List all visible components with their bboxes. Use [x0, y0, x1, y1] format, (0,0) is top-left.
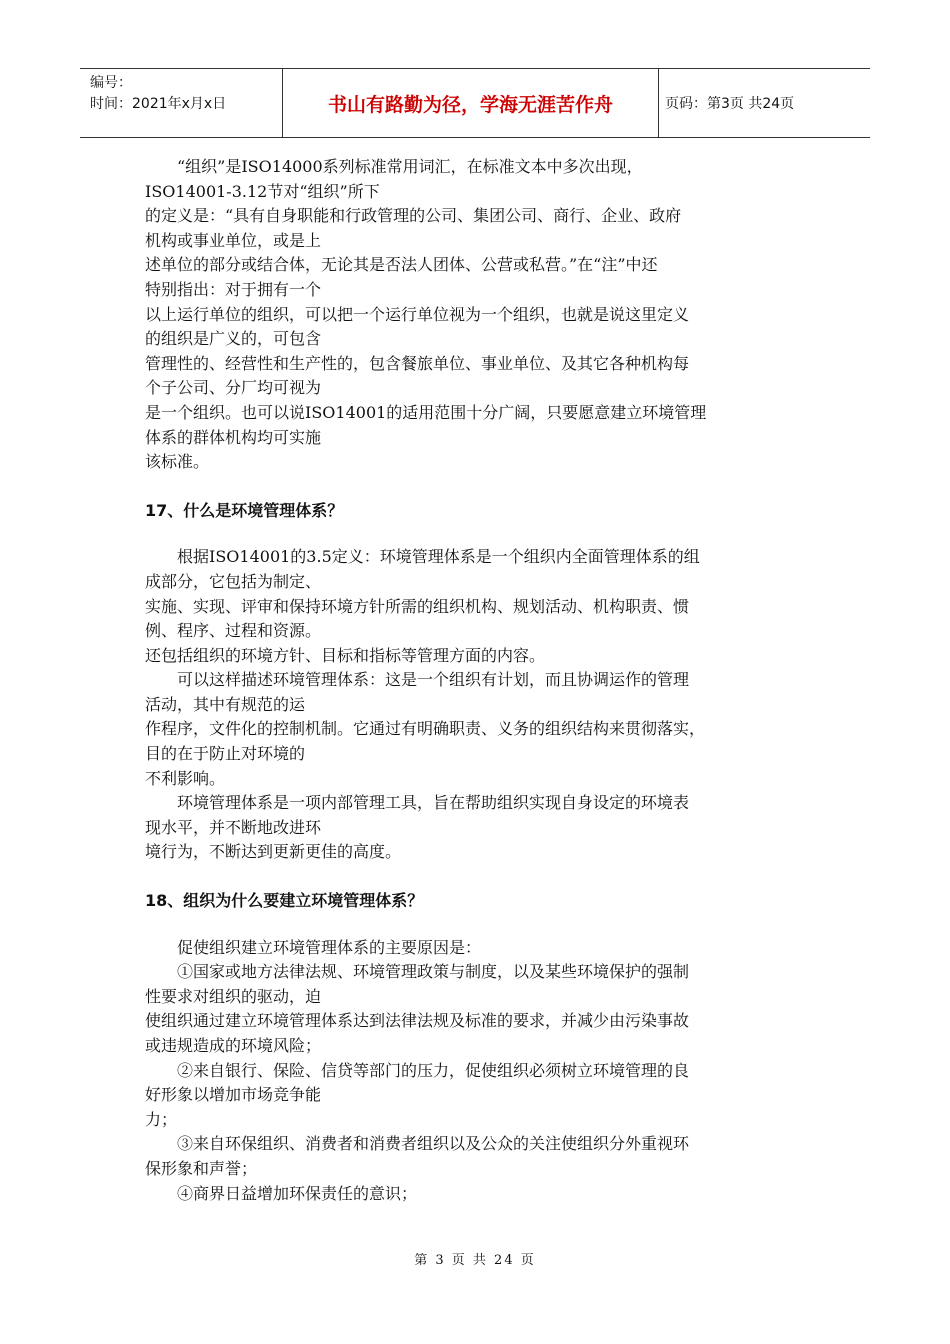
body-line: ③来自环保组织、消费者和消费者组织以及公众的关注使组织分外重视环 — [177, 1134, 690, 1154]
page-header — [80, 68, 870, 138]
document-body — [145, 155, 810, 1206]
body-line: 或违规造成的环境风险； — [145, 1036, 322, 1055]
section-heading: 18、组织为什么要建立环境管理体系？ — [145, 891, 424, 911]
body-line: 管理性的、经营性和生产性的，包含餐旅单位、事业单位、及其它各种机构每 — [145, 353, 690, 373]
body-line: ①国家或地方法律法规、环境管理政策与制度，以及某些环境保护的强制 — [177, 962, 690, 982]
body-line: 可以这样描述环境管理体系：这是一个组织有计划，而且协调运作的管理 — [177, 670, 690, 690]
header-page-info: 页码：第3页 共24页 — [665, 96, 795, 112]
header-meta — [80, 69, 283, 137]
body-line: 机构或事业单位，或是上 — [145, 230, 322, 250]
document-date: 时间：2021年x月x日 — [90, 96, 227, 112]
body-line: 根据ISO14001的3.5定义：环境管理体系是一个组织内全面管理体系的组 — [177, 547, 700, 567]
body-line: 目的在于防止对环境的 — [145, 744, 306, 764]
body-line: 还包括组织的环境方针、目标和指标等管理方面的内容。 — [145, 645, 546, 665]
body-line: 环境管理体系是一项内部管理工具，旨在帮助组织实现自身设定的环境表 — [177, 793, 690, 813]
page-footer: 第 3 页 共 24 页 — [414, 1253, 536, 1268]
section-heading: 17、什么是环境管理体系？ — [145, 500, 344, 520]
body-line: “组织”是ISO14000系列标准常用词汇，在标准文本中多次出现， — [177, 157, 643, 176]
body-line: 活动，其中有规范的运 — [145, 694, 306, 714]
header-motto: 书山有路勤为径，学海无涯苦作舟 — [283, 69, 659, 137]
body-line: 实施、实现、评审和保持环境方针所需的组织机构、规划活动、机构职责、惯 — [145, 596, 690, 616]
body-line: 好形象以增加市场竞争能 — [145, 1085, 322, 1105]
body-line: 现水平，并不断地改进环 — [145, 817, 322, 837]
body-line: 促使组织建立环境管理体系的主要原因是： — [177, 937, 482, 957]
body-line: 个子公司、分厂均可视为 — [145, 378, 322, 398]
body-line: 境行为，不断达到更新更佳的高度。 — [145, 842, 402, 862]
body-line: 体系的群体机构均可实施 — [145, 427, 322, 447]
body-line: 例、程序、过程和资源。 — [145, 621, 322, 641]
body-line: 的组织是广义的，可包含 — [145, 329, 322, 349]
document-number: 编号： — [90, 75, 132, 91]
body-line: 作程序，文件化的控制机制。它通过有明确职责、义务的组织结构来贯彻落实， — [145, 719, 706, 739]
body-line: 该标准。 — [145, 452, 210, 472]
body-line: 以上运行单位的组织，可以把一个运行单位视为一个组织，也就是说这里定义 — [145, 304, 690, 324]
body-line: 特别指出：对于拥有一个 — [145, 279, 322, 299]
body-line: 性要求对组织的驱动，迫 — [145, 986, 322, 1006]
body-line: 使组织通过建立环境管理体系达到法律法规及标准的要求，并减少由污染事故 — [145, 1011, 690, 1031]
body-line: 保形象和声誉； — [145, 1158, 258, 1178]
body-line: ④商界日益增加环保责任的意识； — [177, 1183, 418, 1203]
body-line: 的定义是：“具有自身职能和行政管理的公司、集团公司、商行、企业、政府 — [145, 206, 682, 226]
body-line: 成部分，它包括为制定、 — [145, 571, 322, 591]
body-line: 述单位的部分或结合体，无论其是否法人团体、公营或私营。”在“注”中还 — [145, 255, 658, 275]
body-line: 不利影响。 — [145, 768, 226, 788]
body-line: 力； — [145, 1109, 178, 1129]
body-line: 是一个组织。也可以说ISO14001的适用范围十分广阔，只要愿意建立环境管理 — [145, 402, 707, 422]
body-line: ISO14001-3.12节对“组织”所下 — [145, 181, 380, 201]
body-line: ②来自银行、保险、信贷等部门的压力，促使组织必须树立环境管理的良 — [177, 1060, 690, 1080]
